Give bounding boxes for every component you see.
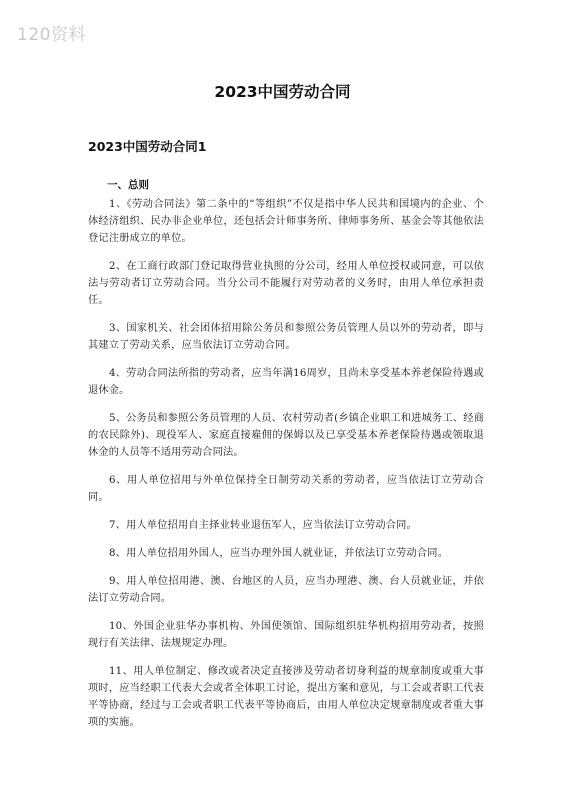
paragraph: 9、用人单位招用港、澳、台地区的人员，应当办理港、澳、台人员就业证，并依法订立劳动合同。 xyxy=(88,576,484,604)
paragraph: 11、用人单位制定、修改或者决定直接涉及劳动者切身利益的规章制度或重大事项时，应当经职工代表大会或者全体职工讨论，提出方案和意见，与工会或者职工代表平等协商，经过与工会或者职工代表平等协商后，由用人单位决定规章制度或者重大事项的实施。 xyxy=(88,666,484,728)
paragraph: 4、劳动合同法所指的劳动者，应当年满16周岁，且尚未享受基本养老保险待遇或退休金。 xyxy=(88,368,484,396)
watermark-text: 120资料 xyxy=(17,25,86,45)
paragraph: 7、用人单位招用自主择业转业退伍军人，应当依法订立劳动合同。 xyxy=(109,520,417,531)
paragraph: 2、在工商行政部门登记取得营业执照的分公司，经用人单位授权或同意，可以依法与劳动者订立劳动合同。当分公司不能履行对劳动者的义务时，由用人单位承担责任。 xyxy=(88,261,484,306)
paragraph: 10、外国企业驻华办事机构、外国使领馆、国际组织驻华机构招用劳动者，按照现行有关法律、法规规定办理。 xyxy=(88,621,484,649)
section-heading: 2023中国劳动合同1 xyxy=(88,139,207,154)
paragraph: 3、国家机关、社会团体招用除公务员和参照公务员管理人员以外的劳动者，即与其建立了劳动关系，应当依法订立劳动合同。 xyxy=(88,323,484,351)
paragraph: 6、用人单位招用与外单位保持全日制劳动关系的劳动者，应当依法订立劳动合同。 xyxy=(88,475,484,503)
sub-heading-general-provisions: 一、总则 xyxy=(107,179,149,191)
paragraph: 8、用人单位招用外国人，应当办理外国人就业证，并依法订立劳动合同。 xyxy=(109,548,449,559)
paragraph: 1、《劳动合同法》第二条中的“等组织”不仅是指中华人民共和国境内的企业、个体经济组织、民办非企业单位，还包括会计师事务所、律师事务所、基金会等其他依法登记注册成立的单位。 xyxy=(88,199,484,244)
document-body xyxy=(88,196,484,742)
document-title: 2023中国劳动合同 xyxy=(214,83,351,101)
paragraph: 5、公务员和参照公务员管理的人员、农村劳动者(乡镇企业职工和进城务工、经商的农民除外)、现役军人、家庭直接雇佣的保姆以及已享受基本养老保险待遇或领取退休金的人员等不适用劳动合同法。 xyxy=(88,413,484,458)
